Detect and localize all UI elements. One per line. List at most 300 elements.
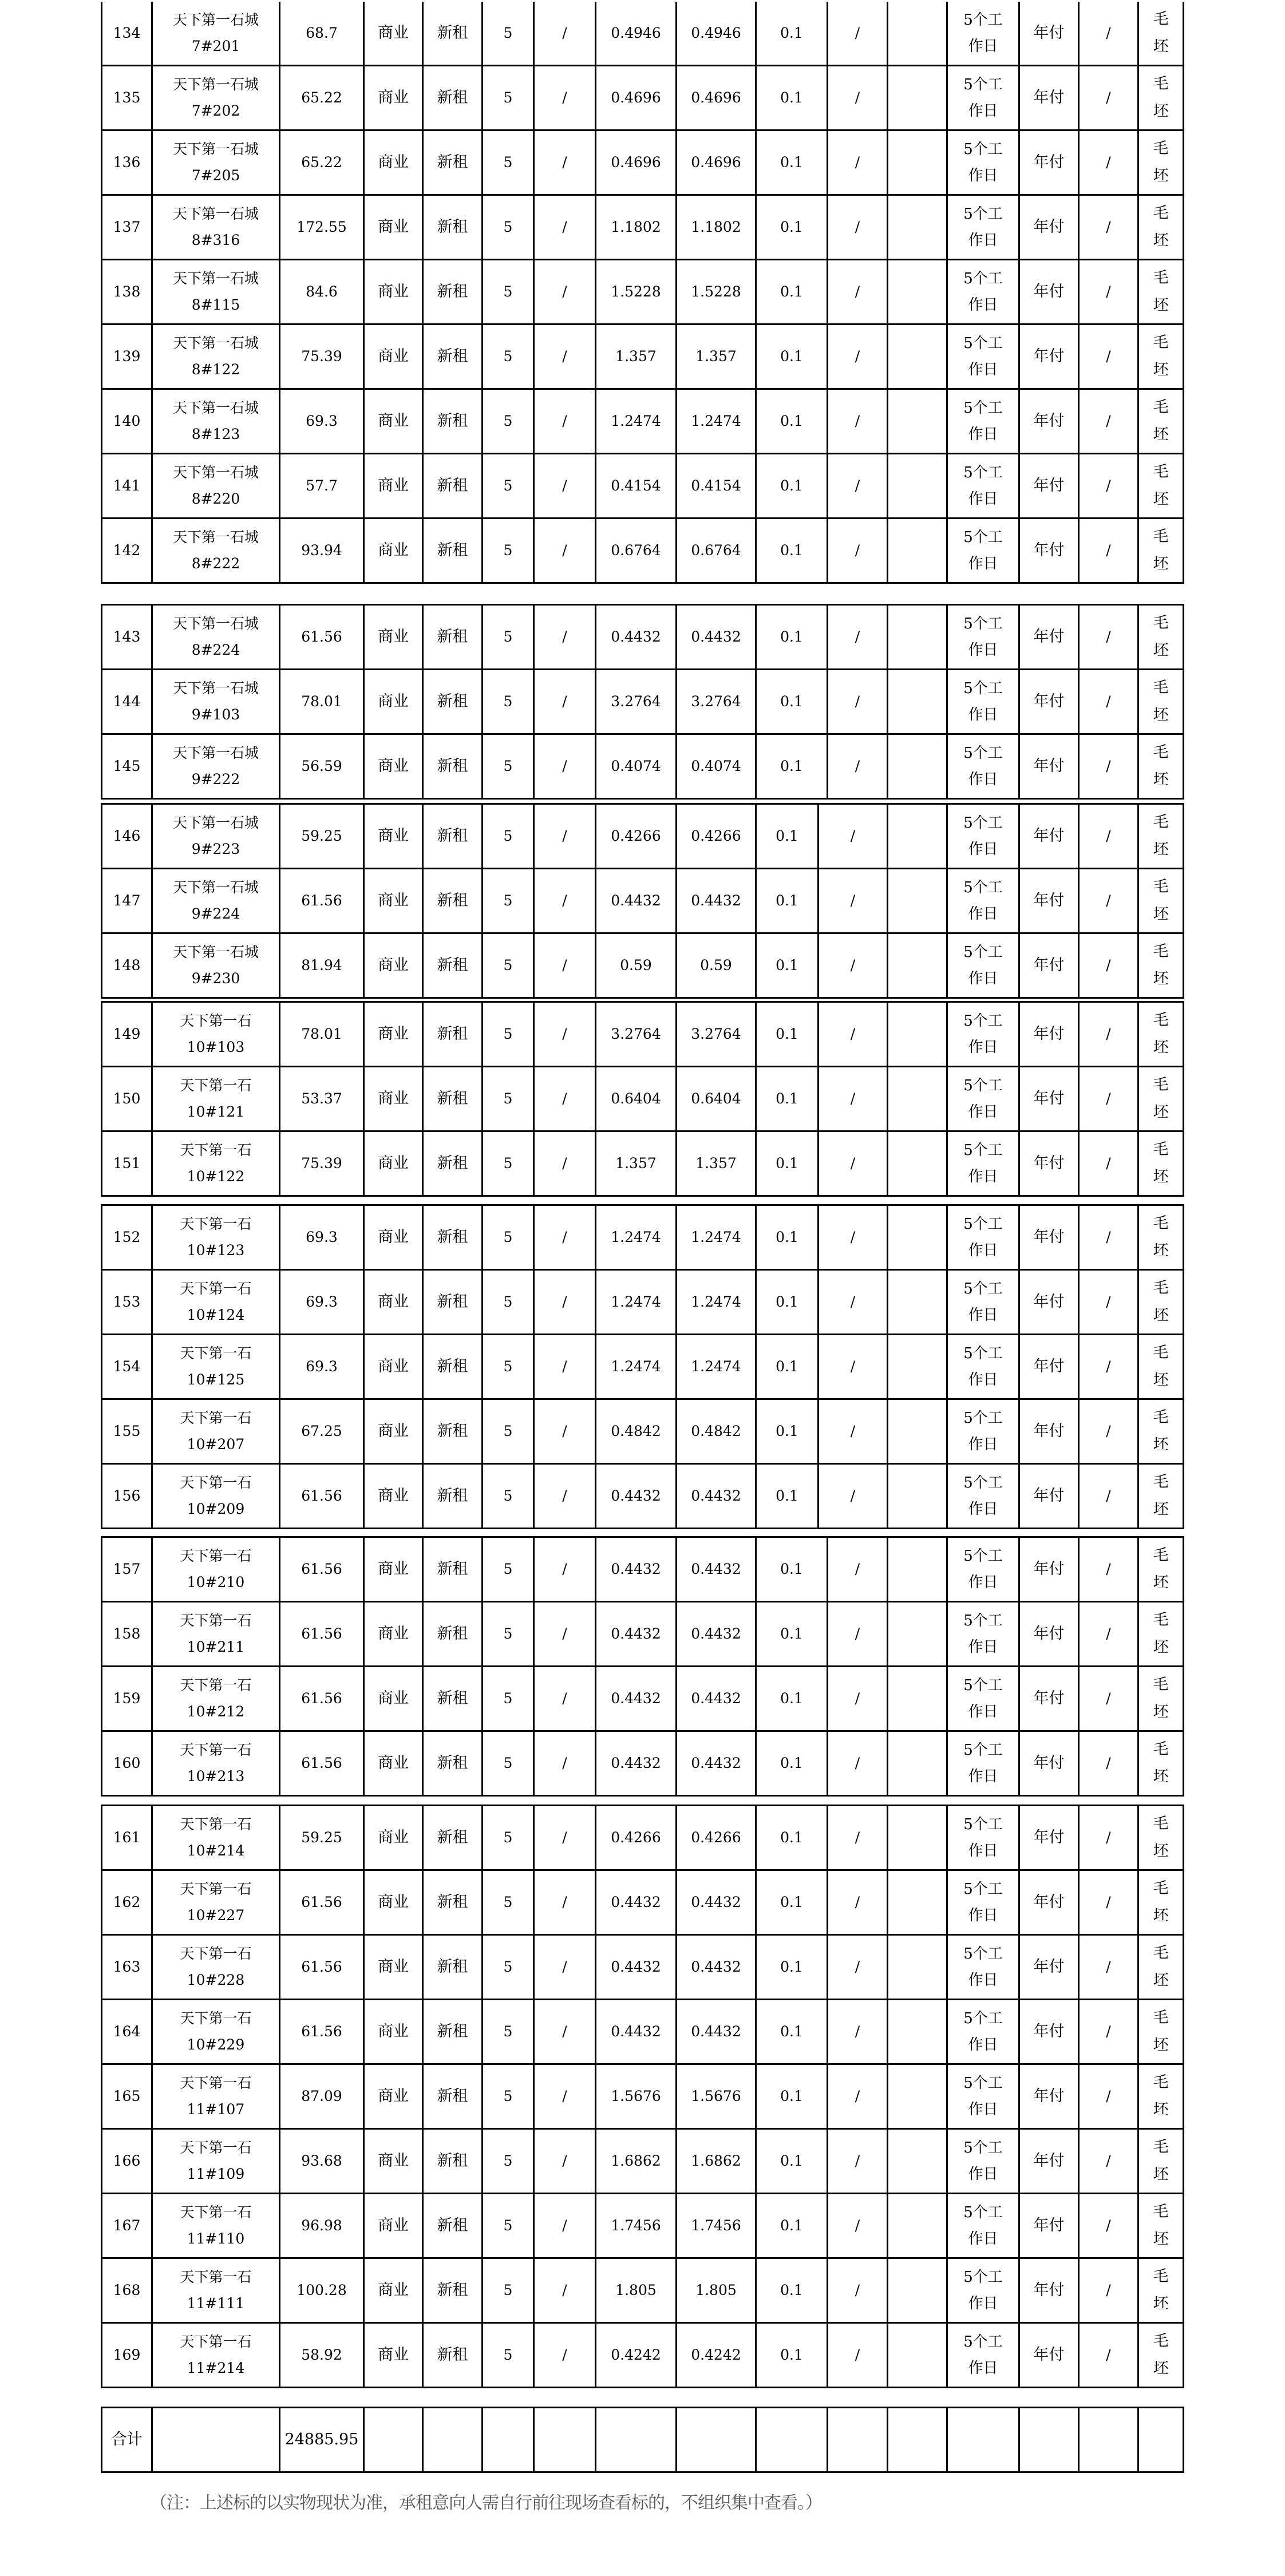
price-1 [596,1335,677,1399]
row-number [102,869,152,933]
property-name-text-1: 天下第一石 [180,1677,252,1693]
property-name-text-2: 11#214 [187,2360,245,2376]
property-name [152,933,280,998]
payment-deadline [947,519,1019,583]
use-type-text: 商业 [378,1560,409,1578]
slash-cell [1079,869,1138,933]
finish-condition [1138,325,1184,389]
empty-cell [888,933,947,998]
row-number [102,1131,152,1196]
price-1 [596,1464,677,1529]
finish-condition [1138,1667,1184,1731]
rent-type-text: 新租 [437,2217,468,2234]
payment-deadline-text-2: 作日 [968,1168,998,1185]
finish-condition-text-1: 毛 [1153,743,1169,761]
row-number [102,1667,152,1731]
payment-deadline-text-2: 作日 [968,296,998,314]
payment-method-text: 年付 [1033,1958,1065,1976]
price-2 [677,1806,756,1870]
increase-rate-text: 0.1 [780,628,803,645]
increase-rate-text: 0.1 [780,542,803,559]
price-1-text: 0.6764 [611,542,661,559]
area [280,1067,364,1131]
property-name-text-2: 8#115 [191,296,240,313]
payment-deadline-text-2: 作日 [968,1242,998,1259]
slash-cell [534,1205,596,1270]
payment-deadline-text-1: 5个工 [963,76,1003,93]
slash-cell [534,1002,596,1067]
slash-cell-text: / [855,25,860,41]
property-name-text-1: 天下第一石 [180,1410,252,1426]
increase-rate-text: 0.1 [780,154,803,171]
term-years [483,2000,534,2064]
empty-cell [888,1399,947,1464]
price-1-text: 0.4696 [611,154,661,171]
payment-deadline-text-1: 5个工 [963,1945,1003,1962]
finish-condition [1138,1002,1184,1067]
slash-cell [819,1464,888,1529]
finish-condition [1138,519,1184,583]
payment-deadline-text-2: 作日 [968,2101,998,2118]
slash-cell [828,670,888,734]
slash-cell-text: / [855,628,860,645]
use-type-text: 商业 [378,2152,409,2170]
payment-deadline [947,804,1019,869]
payment-deadline-text-1: 5个工 [963,1280,1003,1297]
slash-cell [819,869,888,933]
table-row [102,1067,1184,1131]
area [280,130,364,195]
property-name-text-2: 10#209 [187,1501,245,1517]
area-text: 65.22 [301,154,342,171]
property-name-text-2: 10#125 [187,1371,245,1388]
area-text: 61.56 [301,1894,342,1910]
rent-type-text: 新租 [437,628,468,646]
table-row [102,2064,1184,2129]
use-type [364,1731,423,1796]
price-1 [596,933,677,998]
increase-rate [756,1870,828,1935]
payment-deadline [947,66,1019,130]
payment-method [1019,2000,1079,2064]
area-text: 61.56 [301,1487,342,1504]
payment-method [1019,260,1079,325]
finish-condition [1138,1602,1184,1667]
slash-cell-text: / [855,154,860,171]
rent-type [423,1806,483,1870]
area-text: 68.7 [306,25,338,41]
term-years-text: 5 [503,1755,513,1771]
slash-cell [1079,1131,1138,1196]
table-row [102,519,1184,583]
property-name-text-1: 天下第一石城 [172,944,259,960]
price-1-text: 0.4154 [611,477,661,494]
slash-cell-text: / [562,2217,567,2234]
slash-cell [1079,1870,1138,1935]
price-2 [677,1870,756,1935]
property-name-text-1: 天下第一石 [180,1742,252,1758]
price-1-text: 0.4432 [611,1625,661,1642]
row-number-text: 151 [113,1155,141,1172]
slash-cell [534,260,596,325]
property-name-text-1: 天下第一石城 [172,270,259,287]
empty-cell [888,734,947,799]
use-type [364,1935,423,2000]
payment-deadline [947,2129,1019,2194]
slash-cell-text: / [562,1561,567,1577]
slash-cell-text: / [1106,693,1111,710]
finish-condition [1138,1537,1184,1602]
rent-type [423,1870,483,1935]
payment-deadline [947,2,1019,66]
area-text: 78.01 [301,1026,342,1042]
payment-deadline [947,605,1019,670]
use-type-text: 商业 [378,693,409,710]
payment-method-text: 年付 [1033,1422,1065,1440]
price-2-text: 1.5676 [691,2088,741,2104]
finish-condition-text-2: 坯 [1153,490,1169,508]
payment-method [1019,1067,1079,1131]
finish-condition [1138,2258,1184,2323]
payment-method-text: 年付 [1033,2087,1065,2105]
increase-rate-text: 0.1 [776,1358,798,1375]
payment-deadline-text-2: 作日 [968,905,998,923]
area [280,1935,364,2000]
price-2 [677,605,756,670]
use-type [364,1131,423,1196]
slash-cell-text: / [1106,2347,1111,2363]
price-2-text: 0.59 [700,957,732,974]
payment-deadline [947,325,1019,389]
property-name-text-2: 8#220 [191,490,240,507]
payment-method [1019,2323,1079,2388]
increase-rate [756,1270,819,1335]
payment-method [1019,2,1079,66]
row-number-text: 144 [113,693,141,710]
slash-cell [534,2323,596,2388]
payment-method [1019,66,1079,130]
payment-deadline-text-2: 作日 [968,642,998,659]
row-number-text: 145 [113,758,141,774]
slash-cell [828,1731,888,1796]
slash-cell-text: / [1106,892,1111,909]
property-name [152,804,280,869]
finish-condition [1138,933,1184,998]
term-years [483,804,534,869]
empty-cell [888,2,947,66]
price-2 [677,2064,756,2129]
table-row [102,195,1184,260]
slash-cell [534,2258,596,2323]
slash-cell-text: / [562,1625,567,1642]
property-name-text-1: 天下第一石城 [172,745,259,761]
slash-cell-text: / [855,1690,860,1707]
increase-rate-text: 0.1 [780,2088,803,2104]
price-2-text: 0.4432 [691,1894,741,1910]
area-text: 65.22 [301,89,342,106]
use-type-text: 商业 [378,2346,409,2364]
payment-method-text: 年付 [1033,541,1065,559]
row-number-text: 154 [113,1358,141,1375]
slash-cell-text: / [1106,1894,1111,1910]
slash-cell-text: / [1106,2217,1111,2234]
term-years-text: 5 [503,1958,513,1975]
total-label [102,2408,152,2472]
price-2 [677,2,756,66]
use-type [364,670,423,734]
term-years [483,1270,534,1335]
row-number [102,1537,152,1602]
rent-type-text: 新租 [437,2087,468,2105]
property-name-text-1: 天下第一石城 [172,399,259,416]
price-2-text: 0.4842 [691,1423,741,1439]
table-row [102,1667,1184,1731]
price-2 [677,1270,756,1335]
empty-cell [828,2408,888,2472]
payment-method-text: 年付 [1033,1754,1065,1772]
price-1-text: 1.2474 [611,1358,661,1375]
increase-rate-text: 0.1 [776,1155,798,1172]
price-2-text: 0.4432 [691,1487,741,1504]
property-name [152,1870,280,1935]
empty-cell [888,66,947,130]
slash-cell-text: / [562,219,567,235]
increase-rate [756,2323,828,2388]
payment-deadline [947,869,1019,933]
use-type-text: 商业 [378,1422,409,1440]
row-number [102,2323,152,2388]
price-1-text: 0.6404 [611,1090,661,1107]
property-name [152,66,280,130]
table-row [102,1935,1184,2000]
empty-cell [423,2408,483,2472]
increase-rate [756,1131,819,1196]
payment-method [1019,2129,1079,2194]
finish-condition-text-1: 毛 [1153,1076,1169,1094]
payment-deadline-text-1: 5个工 [963,2010,1003,2027]
empty-cell [888,1667,947,1731]
price-2-text: 0.6764 [691,542,741,559]
property-name-text-1: 天下第一石 [180,1612,252,1629]
rent-type [423,1335,483,1399]
area [280,2064,364,2129]
property-name-text-2: 8#222 [191,555,240,572]
rent-type-text: 新租 [437,1689,468,1707]
area-text: 78.01 [301,693,342,710]
property-name-text-2: 11#107 [187,2101,245,2118]
price-1-text: 1.2474 [611,1293,661,1310]
use-type [364,1270,423,1335]
slash-cell [1079,1067,1138,1131]
increase-rate-text: 0.1 [776,828,798,844]
total-row [102,2408,1184,2472]
slash-cell-text: / [1106,1755,1111,1771]
property-name-text-2: 10#123 [187,1242,245,1259]
property-name-text-2: 10#103 [187,1039,245,1055]
property-name-text-2: 10#122 [187,1168,245,1185]
rent-type-text: 新租 [437,2346,468,2364]
slash-cell [828,1667,888,1731]
property-name-text-1: 天下第一石 [180,1142,252,1158]
price-2-text: 0.4432 [691,892,741,909]
increase-rate [756,1205,819,1270]
property-name [152,389,280,454]
use-type [364,2000,423,2064]
slash-cell [1079,933,1138,998]
price-2 [677,454,756,519]
rent-type [423,1399,483,1464]
empty-cell [888,1270,947,1335]
price-1-text: 1.357 [615,348,657,365]
property-name [152,2194,280,2258]
finish-condition-text-2: 坯 [1153,1168,1169,1186]
finish-condition [1138,734,1184,799]
property-name-text-2: 8#316 [191,232,240,248]
increase-rate-text: 0.1 [780,2347,803,2363]
payment-method [1019,519,1079,583]
table-row [102,804,1184,869]
payment-method-text: 年付 [1033,218,1065,236]
table-row [102,325,1184,389]
use-type-text: 商业 [378,956,409,974]
slash-cell-text: / [1106,1155,1111,1172]
property-name [152,1537,280,1602]
slash-cell [819,1399,888,1464]
payment-deadline-text-2: 作日 [968,1768,998,1785]
area [280,66,364,130]
row-number [102,605,152,670]
increase-rate [756,1806,828,1870]
finish-condition-text-1: 毛 [1153,75,1169,93]
payment-deadline [947,1399,1019,1464]
price-1-text: 0.4266 [611,1829,661,1846]
payment-deadline [947,260,1019,325]
payment-deadline [947,2194,1019,2258]
price-2-text: 0.6404 [691,1090,741,1107]
increase-rate [756,1935,828,2000]
price-2 [677,260,756,325]
slash-cell-text: / [562,758,567,774]
price-1-text: 1.357 [615,1155,657,1172]
row-number-text: 160 [113,1755,141,1771]
finish-condition-text-1: 毛 [1153,1011,1169,1029]
price-1 [596,1667,677,1731]
term-years [483,2258,534,2323]
area [280,1731,364,1796]
table-row [102,454,1184,519]
payment-deadline-text-2: 作日 [968,1639,998,1656]
slash-cell-text: / [1106,413,1111,429]
payment-deadline-text-2: 作日 [968,1574,998,1591]
price-1 [596,1131,677,1196]
empty-cell [888,260,947,325]
term-years [483,1464,534,1529]
slash-cell-text: / [1106,477,1111,494]
slash-cell [828,1806,888,1870]
slash-cell-text: / [1106,1026,1111,1042]
property-name [152,2,280,66]
price-2-text: 0.4432 [691,1958,741,1975]
payment-deadline-text-1: 5个工 [963,1142,1003,1159]
price-2 [677,670,756,734]
slash-cell-text: / [1106,1625,1111,1642]
row-number [102,2258,152,2323]
payment-method [1019,1131,1079,1196]
area-text: 58.92 [301,2347,342,2363]
increase-rate-text: 0.1 [780,1894,803,1910]
finish-condition-text-2: 坯 [1153,555,1169,573]
slash-cell [1079,454,1138,519]
price-1-text: 0.59 [620,957,652,974]
price-2-text: 0.4432 [691,1755,741,1771]
empty-cell [888,1935,947,2000]
use-type-text: 商业 [378,1293,409,1311]
area-text: 61.56 [301,892,342,909]
increase-rate [756,2194,828,2258]
slash-cell-text: / [850,1293,856,1310]
slash-cell [534,1067,596,1131]
property-name-text-2: 11#109 [187,2166,245,2182]
use-type-text: 商业 [378,1154,409,1172]
slash-cell-text: / [1106,283,1111,300]
price-2-text: 0.4946 [691,25,741,41]
row-number-text: 153 [113,1293,141,1310]
row-number [102,519,152,583]
row-number-text: 136 [113,154,141,171]
property-name [152,260,280,325]
use-type [364,195,423,260]
price-1-text: 0.4432 [611,1561,661,1577]
slash-cell [828,260,888,325]
rent-type [423,605,483,670]
table-segment [101,803,1184,999]
empty-cell [888,2258,947,2323]
slash-cell [534,1667,596,1731]
payment-method [1019,734,1079,799]
rent-type-text: 新租 [437,1025,468,1043]
price-1-text: 0.4696 [611,89,661,106]
payment-deadline-text-2: 作日 [968,970,998,987]
use-type [364,1002,423,1067]
table-row [102,1131,1184,1196]
rent-type [423,389,483,454]
finish-condition [1138,195,1184,260]
slash-cell [828,2194,888,2258]
property-name [152,2064,280,2129]
slash-cell [534,869,596,933]
empty-cell [888,1464,947,1529]
empty-cell [596,2408,677,2472]
slash-cell [534,605,596,670]
term-years-text: 5 [503,1090,513,1107]
term-years [483,1131,534,1196]
rent-type [423,260,483,325]
area-text: 75.39 [301,348,342,365]
row-number [102,2194,152,2258]
price-1 [596,195,677,260]
area-text: 96.98 [301,2217,342,2234]
price-2 [677,1667,756,1731]
slash-cell-text: / [1106,154,1111,171]
slash-cell-text: / [850,892,856,909]
empty-cell [888,1806,947,1870]
slash-cell [828,130,888,195]
slash-cell-text: / [562,1090,567,1107]
area [280,2,364,66]
slash-cell-text: / [855,283,860,300]
total-label-text: 合计 [111,2431,143,2448]
area-text: 69.3 [306,413,338,429]
